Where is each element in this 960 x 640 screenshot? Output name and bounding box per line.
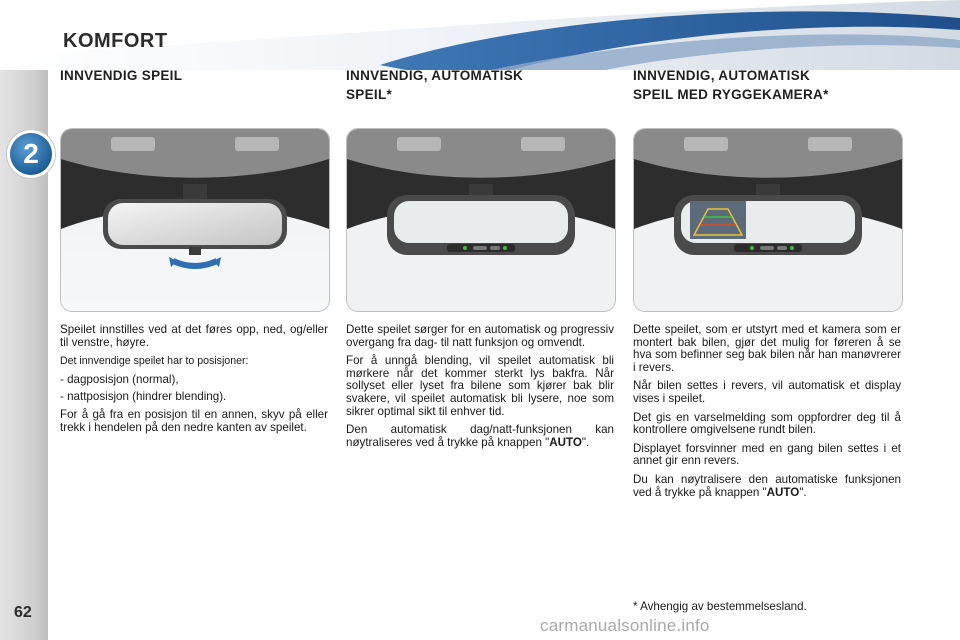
section-heading: INNVENDIG, AUTOMATISK SPEIL MED RYGGEKAMERA* <box>633 68 829 102</box>
watermark: carmanualsonline.info <box>540 616 710 635</box>
section-body <box>60 324 328 440</box>
chapter-badge: 2 <box>10 133 52 175</box>
column-interior-mirror <box>60 66 330 434</box>
page-title: KOMFORT <box>63 30 168 52</box>
paragraph: For å gå fra en posisjon til en annen, skyv på eller trekk i hendelen på den nedre kanten av speilet. <box>60 407 328 434</box>
paragraph: Det gis en varselmelding som oppfordrer deg til å kontrollere omgivelsene rundt bilen. <box>633 410 901 437</box>
paragraph: Du kan nøytralisere den automatiske funksjonen ved å trykke på knappen "AUTO". <box>633 472 901 499</box>
list-item: - nattposisjon (hindrer blending). <box>60 390 227 404</box>
page-number: 62 <box>14 604 32 621</box>
mirror-illustration-camera <box>633 128 903 312</box>
section-body <box>633 324 901 505</box>
section-heading: INNVENDIG SPEIL <box>60 68 183 83</box>
paragraph: Speilet innstilles ved at det føres opp, ned, og/eller til venstre, høyre. <box>60 323 328 349</box>
mirror-illustration-manual <box>60 128 330 312</box>
auto-keyword: AUTO <box>549 435 582 449</box>
paragraph: Det innvendige speilet har to posisjoner: <box>60 355 249 368</box>
paragraph: Dette speilet sørger for en automatisk og progressiv overgang fra dag- til natt funksjon og omvendt. <box>346 323 614 349</box>
column-automatic-mirror <box>346 66 616 449</box>
column-mirror-reversing-camera <box>633 66 903 499</box>
paragraph: Den automatisk dag/natt-funksjonen kan nøytraliseres ved å trykke på knappen "AUTO". <box>346 423 614 449</box>
section-heading: INNVENDIG, AUTOMATISK SPEIL* <box>346 68 524 102</box>
list-item: - dagposisjon (normal), <box>60 372 179 386</box>
paragraph: Dette speilet, som er utstyrt med et kamera som er montert bak bilen, gjør det mulig for føreren å se hva som befinner seg bak bilen når han manøvrerer i revers. <box>633 323 901 374</box>
auto-keyword: AUTO <box>766 485 800 499</box>
section-body <box>346 324 614 455</box>
paragraph: Når bilen settes i revers, vil automatisk et display vises i speilet. <box>633 379 901 405</box>
paragraph: Displayet forsvinner med en gang bilen settes i et annet gir enn revers. <box>633 441 901 468</box>
mirror-illustration-automatic <box>346 128 616 312</box>
paragraph: For å unngå blending, vil speilet automatisk bli mørkere når det kommer sterkt lys bakfra. Når sollyset eller lyset fra bilene som kjører bak blir svakere, vil speilet automatisk bli lysere, noe som sikrer optimal sikt til enhver tid. <box>346 354 614 418</box>
footnote: * Avhengig av bestemmelsesland. <box>633 600 807 613</box>
